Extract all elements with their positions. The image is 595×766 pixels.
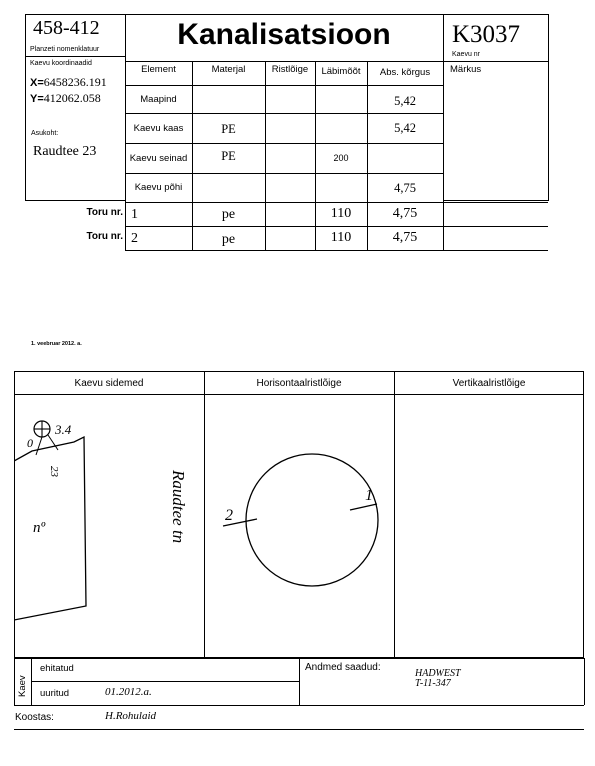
row-diameter: 200 xyxy=(333,153,349,163)
col-remark: Märkus xyxy=(450,64,482,75)
y-value: 412062.058 xyxy=(43,91,101,105)
horizontal-section-drawing xyxy=(205,395,394,657)
nomenclature-value: 458-412 xyxy=(33,17,100,39)
document-date: 1. veebruar 2012. a. xyxy=(31,341,82,347)
pipe-diameter: 110 xyxy=(330,206,352,221)
section-connections: Kaevu sidemed xyxy=(74,377,144,389)
location-label: Asukoht: xyxy=(31,130,59,137)
section-horizontal: Horisontaalristlõige xyxy=(256,377,342,389)
col-abs-height: Abs. kõrgus xyxy=(379,66,431,78)
compiled-label: Koostas: xyxy=(15,712,54,723)
row-element: Kaevu põhi xyxy=(134,182,183,193)
x-label: X= xyxy=(30,77,44,89)
built-label: ehitatud xyxy=(40,663,74,674)
row-material: PE xyxy=(221,148,236,163)
kaev-label: Kaev xyxy=(17,675,28,697)
well-number-value: K3037 xyxy=(452,21,521,48)
row-element: Kaevu seinad xyxy=(129,152,188,164)
pipe-number: 1 xyxy=(131,207,138,222)
sketch-label-34: 3.4 xyxy=(55,422,72,437)
data-from-line1: HADWEST xyxy=(415,668,461,679)
pipe-abs-height: 4,75 xyxy=(392,206,418,221)
location-value: Raudtee 23 xyxy=(33,144,97,159)
data-from-line2: T-11-347 xyxy=(415,678,451,689)
row-element: Kaevu kaas xyxy=(133,122,184,134)
well-number-label: Kaevu nr xyxy=(452,51,481,58)
row-abs-height: 5,42 xyxy=(394,93,416,108)
data-from-label: Andmed saadud: xyxy=(305,662,381,673)
pipe-abs-height: 4,75 xyxy=(392,230,418,245)
col-material: Materjal xyxy=(211,63,246,75)
surveyed-value: 01.2012.a. xyxy=(105,686,152,698)
pipe-label: Toru nr. xyxy=(86,207,123,218)
pipe-material: pe xyxy=(221,232,236,247)
pipe-1-label: 1 xyxy=(365,487,373,504)
pipe-material: pe xyxy=(221,207,236,222)
x-value: 6458236.191 xyxy=(43,75,107,89)
row-element: Maapind xyxy=(140,93,177,105)
row-material: PE xyxy=(221,121,236,136)
section-vertical: Vertikaalristlõige xyxy=(452,377,526,389)
page-title: Kanalisatsioon xyxy=(177,18,391,51)
sketch-label-0: 0 xyxy=(27,436,33,450)
row-abs-height: 4,75 xyxy=(394,181,416,195)
x-coordinate xyxy=(30,75,107,90)
street-label: Raudtee tn xyxy=(169,470,188,544)
pipe-label: Toru nr. xyxy=(86,231,123,242)
sketch-label-n: nº xyxy=(33,520,46,536)
row-abs-height: 5,42 xyxy=(394,120,416,135)
col-cross-section: Ristlõige xyxy=(271,63,309,75)
surveyed-label: uuritud xyxy=(40,688,70,699)
col-diameter: Läbimõõt xyxy=(321,65,361,77)
pipe-2-label: 2 xyxy=(225,507,233,524)
y-label: Y= xyxy=(30,93,44,105)
col-element: Element xyxy=(141,63,176,75)
pipe-number: 2 xyxy=(131,231,138,246)
pipe-diameter: 110 xyxy=(330,230,352,245)
coords-label: Kaevu koordinaadid xyxy=(30,60,92,67)
compiled-value: H.Rohulaid xyxy=(105,710,157,722)
y-coordinate xyxy=(30,91,101,106)
nomenclature-label: Planzeti nomenklatuur xyxy=(30,46,100,53)
sketch-label-23: 23 xyxy=(48,466,60,477)
